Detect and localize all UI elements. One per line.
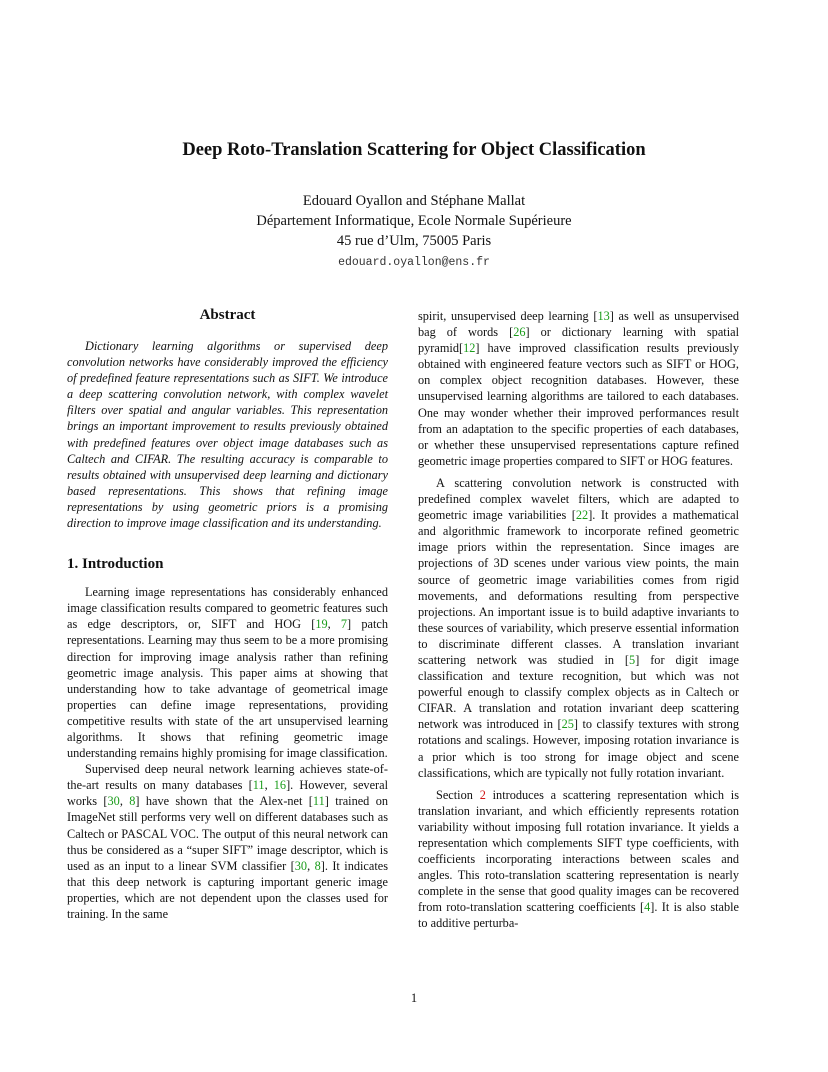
abstract-heading: Abstract bbox=[199, 307, 256, 323]
author-names: Edouard Oyallon and Stéphane Mallat bbox=[302, 193, 526, 209]
intro-paragraph-1: Learning image representations has considerably enhanced image classification results compared to geometric features such as edge descriptors, or, SIFT and HOG [19, 7] patch representations. Learning may thus seem to be a more promising direction for improving image analysis rather than refining geometric image analysis. This paper aims at showing that understanding how to take advantage of geometrical image properties can define image representations, providing competitive results with state of the art unsupervised learning algorithms. It shows that refining geometric image understanding remains highly promising for image classification. bbox=[67, 585, 388, 761]
abstract bbox=[67, 338, 388, 531]
address: 45 rue d’Ulm, 75005 Paris bbox=[336, 233, 492, 249]
citation-link[interactable]: 22 bbox=[575, 508, 589, 523]
arxiv-stamp-graphic bbox=[3, 300, 59, 650]
citation-link[interactable]: 7 bbox=[340, 617, 348, 632]
left-column bbox=[67, 307, 388, 922]
citation-link[interactable]: 4 bbox=[644, 900, 651, 915]
right-paragraph-1: spirit, unsupervised deep learning [13] as well as unsupervised bag of words [26] or dictionary learning with spatial pyramid[12] have improved classification results previously obtained with engineered feature vectors such as SIFT or HOG, on complex object recognition databases. However, these unsupervised learning algorithms are tailored to each databases. One may wonder whether their improved performances result from an adaptation to the specific properties of each databases, or whether these unsupervised representations capture refined geometric image properties compared to SIFT or HOG features. bbox=[418, 309, 739, 468]
citation-link[interactable]: 25 bbox=[561, 717, 574, 732]
paper-title: Deep Roto-Translation Scattering for Object Classification bbox=[182, 140, 646, 160]
affiliation: Département Informatique, Ecole Normale Supérieure bbox=[256, 213, 572, 229]
arxiv-stamp bbox=[3, 300, 59, 650]
citation-link[interactable]: 5 bbox=[629, 652, 636, 667]
intro-paragraph-2: Supervised deep neural network learning achieves state-of-the-art results on many databases [11, 16]. However, several works [30, 8] have shown that the Alex-net [11] trained on ImageNet still performs very well on different databases such as Caltech or PASCAL VOC. The output of this neural network can thus be considered as a “super SIFT” image descriptor, which is used as an input to a linear SVM classifier [30, 8]. It indicates that this deep network is capturing important generic image properties, which are not dependent upon the classes used for training. In the same bbox=[67, 762, 388, 921]
citation-link[interactable]: 12 bbox=[463, 341, 476, 356]
abstract-text: Dictionary learning algorithms or supervised deep convolution networks have considerably improved the efficiency of predefined feature representations such as SIFT. We introduce a deep scattering convolution network, with complex wavelet filters over spatial and angular variables. This representation brings an important improvement to results previously obtained with predefined features over object image databases such as Caltech and CIFAR. The resulting accuracy is comparable to results obtained with unsupervised deep learning and dictionary based representations. This shows that refining image representations by using geometric priors is a promising direction to improve image classification and its understanding. bbox=[67, 339, 388, 531]
citation-link[interactable]: 30 bbox=[107, 794, 120, 809]
citation-link[interactable]: 26 bbox=[513, 325, 526, 340]
citation-link[interactable]: 19 bbox=[315, 617, 328, 632]
author-block bbox=[0, 191, 828, 251]
page-number: 1 bbox=[410, 991, 418, 1005]
right-column bbox=[418, 308, 739, 932]
citation-link[interactable]: 13 bbox=[597, 309, 610, 323]
citation-link[interactable]: 16 bbox=[273, 778, 287, 793]
citation-link[interactable]: 11 bbox=[312, 794, 325, 809]
section-heading-introduction: 1. Introduction bbox=[67, 556, 164, 573]
citation-link[interactable]: 11 bbox=[252, 778, 265, 793]
citation-link[interactable]: 30 bbox=[294, 858, 308, 873]
citation-link[interactable]: 8 bbox=[129, 794, 136, 809]
right-paragraph-3: Section 2 introduces a scattering representation which is translation invariant, and which efficiently represents rotation variability without imposing full rotation invariance. It yields a representation which complements SIFT type coefficients, with coefficients incorporating interactions between scales and angles. This roto-translation scattering representation is nearly complete in the sense that good quality images can be recovered from roto-translation scattering coefficients [4]. It is also stable to additive perturba- bbox=[418, 787, 739, 931]
citation-link[interactable]: 8 bbox=[314, 858, 321, 873]
right-paragraph-2: A scattering convolution network is constructed with predefined complex wavelet filters, which are adapted to geometric image variabilities [22]. It provides a mathematical and algorithmic framework to incorporate refined geometric image priors within the representation. Since images are projections of 3D scenes under various view points, the main source of geometric image variabilities comes from rigid movements, and deformations resulting from perspective projections. An important issue is to build adaptive invariants to these sources of variability, which preserve essential information to discriminate different classes. A translation invariant scattering network was studied in [5] for digit image classification and texture recognition, but which was not powerful enough to classify complex objects as in Caltech or CIFAR. A translation and rotation invariant deep scattering network was introduced in [25] to classify textures with strong rotations and scalings. However, imposing rotation invariance is a prior which is too strong for image object and scene classifications, which are typically not fully rotation invariant. bbox=[418, 475, 740, 780]
section-ref-link[interactable]: 2 bbox=[479, 787, 486, 802]
author-email[interactable]: edouard.oyallon@ens.fr bbox=[338, 256, 490, 269]
